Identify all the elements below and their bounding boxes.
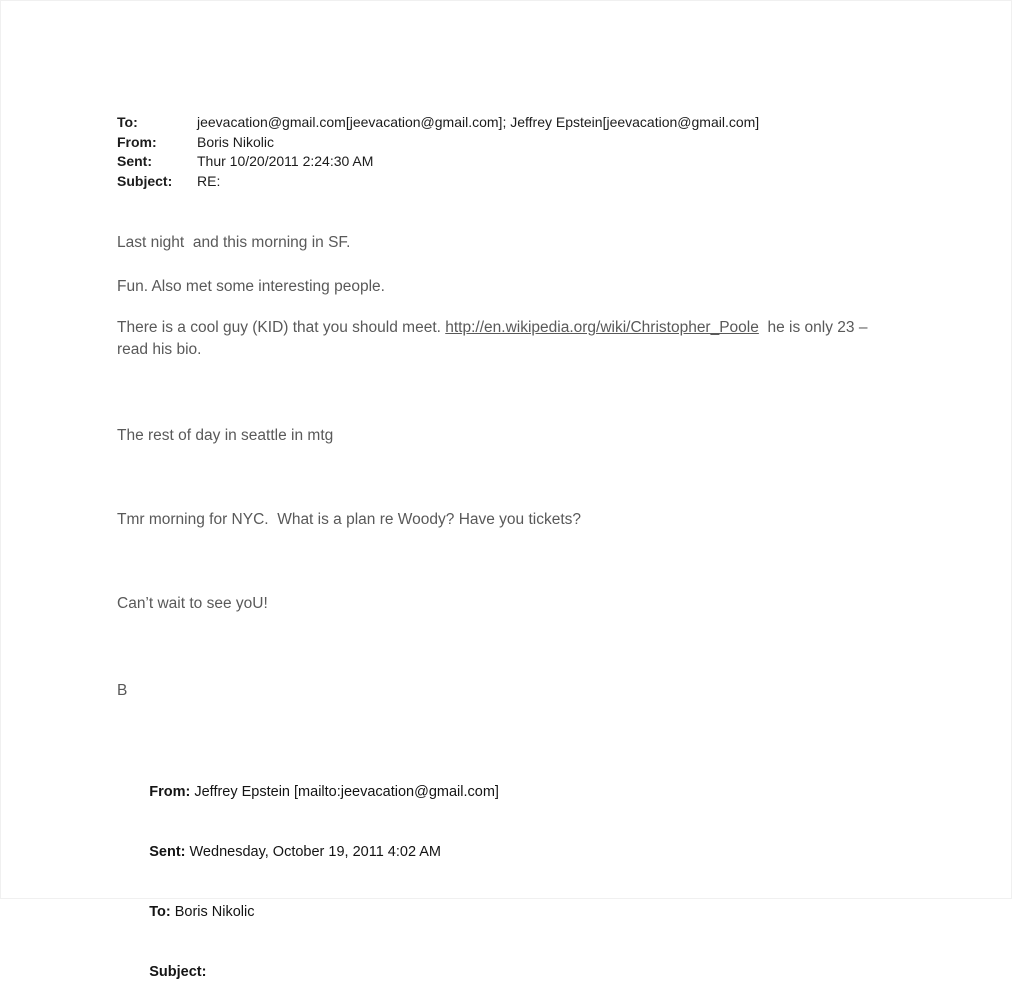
wikipedia-link[interactable]: http://en.wikipedia.org/wiki/Christopher_Poole xyxy=(445,319,759,336)
email-body xyxy=(117,232,892,702)
header-subject-row xyxy=(117,172,892,192)
quoted-sent-label: Sent: xyxy=(149,844,186,860)
paragraph-fun: Fun. Also met some interesting people. xyxy=(117,278,385,295)
quoted-sent-row xyxy=(117,822,892,882)
header-sent-label: Sent: xyxy=(117,153,152,169)
email-content xyxy=(117,113,892,1002)
quoted-to-value: Boris Nikolic xyxy=(170,904,255,920)
paragraph-cool-guy xyxy=(117,317,892,361)
header-sent-row xyxy=(117,152,892,172)
paragraph-cant-wait: Can’t wait to see yoU! xyxy=(117,595,268,612)
quoted-subject-row xyxy=(117,942,892,1002)
paragraph-cool-guy-before: There is a cool guy (KID) that you should meet. xyxy=(117,319,446,336)
quoted-to-row xyxy=(117,882,892,942)
header-subject-label: Subject: xyxy=(117,172,173,189)
header-to-row xyxy=(117,113,892,133)
paragraph-last-night: Last night and this morning in SF. xyxy=(117,234,351,251)
header-from-row xyxy=(117,133,892,153)
quoted-email-header-block xyxy=(117,762,892,1002)
quoted-subject-label: Subject: xyxy=(149,964,207,980)
header-sent-value: Thur 10/20/2011 2:24:30 AM xyxy=(197,153,374,169)
quoted-from-row xyxy=(117,762,892,822)
quoted-sent-value: Wednesday, October 19, 2011 4:02 AM xyxy=(185,844,442,860)
quoted-to-label: To: xyxy=(149,904,171,920)
paragraph-nyc: Tmr morning for NYC. What is a plan re Woody? Have you tickets? xyxy=(117,511,582,528)
paragraph-cool-guy-after: he is only 23 – read his bio. xyxy=(117,319,872,358)
header-from-value: Boris Nikolic xyxy=(197,133,275,150)
header-to-label: To: xyxy=(117,114,138,130)
header-to-value: jeevacation@gmail.com[jeevacation@gmail.com]; Jeffrey Epstein[jeevacation@gmail.com] xyxy=(197,114,760,130)
header-subject-value: RE: xyxy=(197,172,221,189)
header-from-label: From: xyxy=(117,133,157,150)
signature: B xyxy=(117,682,128,699)
email-header-block xyxy=(117,113,892,191)
paragraph-seattle: The rest of day in seattle in mtg xyxy=(117,427,334,444)
quoted-from-value: Jeffrey Epstein [mailto:jeevacation@gmail.com] xyxy=(190,784,499,800)
quoted-from-label: From: xyxy=(149,784,191,800)
